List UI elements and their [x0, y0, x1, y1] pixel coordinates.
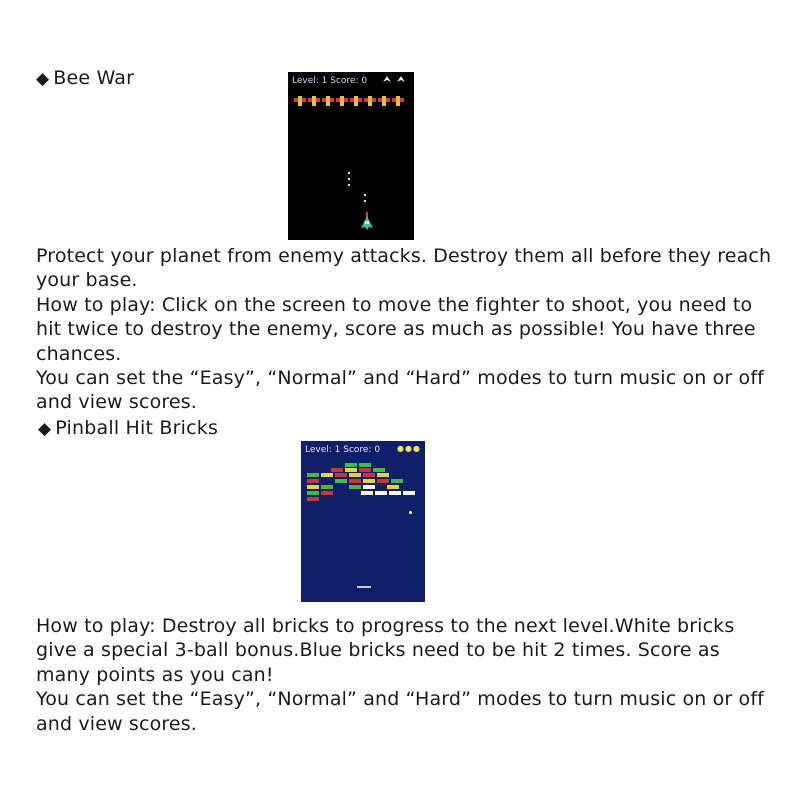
- bullet: [348, 178, 350, 180]
- diamond-bullet-icon: ◆: [36, 69, 50, 89]
- brick: [349, 485, 361, 489]
- bee-war-hud: Level: 1 Score: 0: [292, 76, 368, 86]
- bee-war-description: [36, 244, 776, 415]
- enemy-bee-icon: [322, 96, 334, 106]
- brick: [387, 485, 399, 489]
- enemy-bee-icon: [364, 96, 376, 106]
- brick: [321, 485, 333, 489]
- bullet: [364, 200, 366, 202]
- pinball-title: Pinball Hit Bricks: [55, 417, 219, 439]
- brick: [321, 491, 333, 495]
- bee-war-screenshot: [288, 72, 414, 240]
- bullet: [364, 194, 366, 196]
- enemy-bee-icon: [336, 96, 348, 106]
- brick: [375, 491, 387, 495]
- bee-war-paragraph: You can set the “Easy”, “Normal” and “Hard” modes to turn music on or off and view scores.: [36, 367, 765, 414]
- enemy-bee-icon: [350, 96, 362, 106]
- pinball-paragraph: You can set the “Easy”, “Normal” and “Hard” modes to turn music on or off and view scores.: [36, 688, 765, 735]
- brick: [377, 479, 389, 483]
- brick: [373, 468, 385, 472]
- brick: [403, 491, 415, 495]
- pinball-description: [36, 614, 776, 736]
- pinball-hud: Level: 1 Score: 0: [305, 445, 381, 455]
- bee-war-paragraph: How to play: Click on the screen to move the fighter to shoot, you need to hit twice to destroy the enemy, score as much as possible! You have three chances.: [36, 293, 756, 365]
- enemy-bee-icon: [308, 96, 320, 106]
- brick: [335, 479, 347, 483]
- pinball-heading: [38, 416, 218, 441]
- brick: [363, 479, 375, 483]
- brick: [307, 491, 319, 495]
- lives-ship-icons: [382, 75, 408, 87]
- brick: [307, 479, 319, 483]
- brick: [363, 485, 375, 489]
- brick: [307, 485, 319, 489]
- ball: [409, 511, 412, 514]
- bee-war-heading: [36, 66, 134, 91]
- brick: [363, 473, 375, 477]
- enemy-bee-icon: [392, 96, 404, 106]
- brick: [321, 473, 333, 477]
- enemy-row: [294, 96, 408, 108]
- brick: [359, 463, 371, 467]
- brick: [361, 491, 373, 495]
- enemy-bee-icon: [378, 96, 390, 106]
- pinball-paragraph: How to play: Destroy all bricks to progress to the next level.White bricks give a special 3-ball bonus.Blue bricks need to be hit 2 times. Score as many points as you can!: [36, 615, 735, 686]
- brick: [389, 491, 401, 495]
- brick: [345, 463, 357, 467]
- bullet: [348, 172, 350, 174]
- brick: [349, 479, 361, 483]
- diamond-bullet-icon: ◆: [38, 419, 52, 439]
- bullet: [348, 184, 350, 186]
- brick: [331, 468, 343, 472]
- brick: [377, 473, 389, 477]
- ball-count-icons: ●●●: [397, 444, 421, 453]
- brick: [345, 468, 357, 472]
- fighter-ship-icon: [360, 212, 374, 236]
- pinball-screenshot: [301, 441, 425, 602]
- paddle: [357, 586, 371, 588]
- bee-war-title: Bee War: [53, 67, 135, 89]
- brick: [349, 473, 361, 477]
- brick: [307, 473, 319, 477]
- brick: [359, 468, 371, 472]
- bee-war-paragraph: Protect your planet from enemy attacks. Destroy them all before they reach your base.: [36, 245, 772, 292]
- brick: [335, 473, 347, 477]
- brick: [307, 497, 319, 501]
- brick: [391, 479, 403, 483]
- enemy-bee-icon: [294, 96, 306, 106]
